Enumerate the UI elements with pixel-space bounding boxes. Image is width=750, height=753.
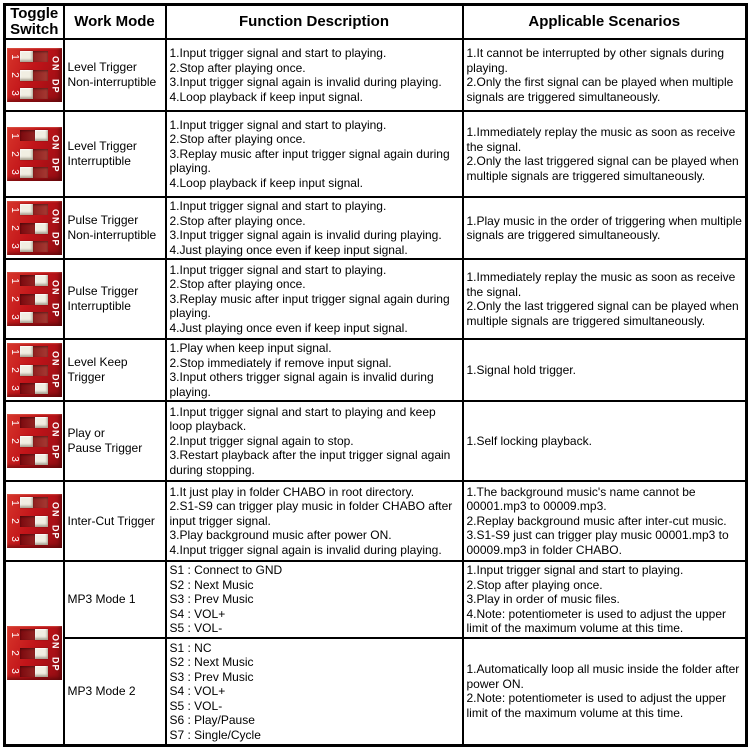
work-mode-cell xyxy=(64,39,166,111)
scenario-line: 3.S1-S9 just can trigger play music 00001.mp3 to 00009.mp3 in folder CHABO. xyxy=(466,528,729,557)
dip-toggle-handle xyxy=(20,312,33,323)
dip-on-dp-labels xyxy=(49,417,61,465)
scenario-line: 1.The background music's name cannot be 00001.mp3 to 00009.mp3. xyxy=(466,484,696,514)
dip-toggle-track xyxy=(20,629,48,640)
dip-dp-label: DP xyxy=(50,656,61,672)
work-mode-label: Level Trigger xyxy=(67,60,137,74)
toggle-switch-cell xyxy=(5,111,64,197)
dip-dp-label: DP xyxy=(50,524,61,540)
toggle-switch-cell xyxy=(5,339,64,401)
toggle-switch-cell xyxy=(5,481,64,561)
scenario-line: 2.Replay background music after inter-cut music. xyxy=(466,513,727,528)
function-line: 3.Input trigger signal again is invalid during playing. xyxy=(169,75,442,89)
toggle-switch-cell xyxy=(5,561,64,746)
column-header-function-description: Function Description xyxy=(166,5,463,40)
work-mode-label: Inter-Cut Trigger xyxy=(67,513,155,528)
function-line: 4.Input trigger signal again is invalid during playing. xyxy=(169,542,442,557)
column-header-applicable-scenarios: Applicable Scenarios xyxy=(463,5,747,40)
dip-dp-label: DP xyxy=(50,231,61,247)
scenario-line: 1.Input trigger signal and start to playing. xyxy=(466,563,684,577)
dip-toggle-handle xyxy=(20,70,33,81)
dip-toggle-handle xyxy=(35,417,48,428)
dip-pin-label: 3 xyxy=(8,536,20,542)
dip-on-dp-labels xyxy=(49,130,61,178)
scenario-cell xyxy=(463,197,747,259)
scenario-cell xyxy=(463,481,747,561)
dip-on-label: ON xyxy=(50,351,61,367)
dip-switch xyxy=(7,494,62,548)
dip-pin-label: 2 xyxy=(8,72,20,78)
dip-pin-labels xyxy=(9,417,19,465)
dip-toggle-track xyxy=(20,346,48,357)
function-line: 4.Just playing once even if keep input signal. xyxy=(169,320,408,335)
function-line: S1 : Connect to GND xyxy=(169,563,283,577)
toggle-switch-cell xyxy=(5,401,64,481)
function-cell xyxy=(166,39,463,111)
function-line: 3.Input others trigger signal again is invalid during playing. xyxy=(169,370,434,399)
dip-on-dp-labels xyxy=(49,629,61,677)
dip-toggle-handle xyxy=(35,648,48,659)
function-line: 3.Input trigger signal again is invalid during playing. xyxy=(169,228,442,242)
function-line: S6 : Play/Pause xyxy=(169,713,255,727)
dip-toggle-track xyxy=(20,312,48,323)
work-mode-label: MP3 Mode 2 xyxy=(67,683,136,698)
dip-toggle-track xyxy=(20,70,48,81)
scenario-cell xyxy=(463,259,747,339)
scenario-line: 1.Immediately replay the music as soon as receive the signal. xyxy=(466,125,736,154)
function-line: 2.Stop after playing once. xyxy=(169,277,306,292)
function-cell xyxy=(166,259,463,339)
scenario-line: 1.It cannot be interrupted by other signals during playing. xyxy=(466,46,724,75)
dip-toggle-handle xyxy=(35,223,48,234)
table-row xyxy=(5,638,747,746)
dip-pin-label: 3 xyxy=(8,385,20,391)
scenario-cell xyxy=(463,339,747,401)
dip-on-dp-labels xyxy=(49,497,61,545)
dip-on-label: ON xyxy=(50,280,61,296)
work-mode-label: Level Trigger xyxy=(67,139,137,153)
dip-on-label: ON xyxy=(50,502,61,518)
scenario-cell xyxy=(463,111,747,197)
table-body xyxy=(5,39,747,746)
dip-pin-label: 3 xyxy=(8,456,20,462)
work-mode-label: Interruptible xyxy=(67,299,131,313)
function-line: 4.Loop playback if keep input signal. xyxy=(169,89,363,104)
dip-switch xyxy=(7,48,62,102)
work-mode-label: Pause Trigger xyxy=(67,441,143,455)
dip-switch xyxy=(7,201,62,255)
scenario-line: 1.Self locking playback. xyxy=(466,433,592,448)
function-line: 1.Play when keep input signal. xyxy=(169,341,332,355)
dip-on-label: ON xyxy=(50,209,61,225)
dip-toggle-track xyxy=(20,534,48,545)
dip-toggle-track xyxy=(20,275,48,286)
function-cell xyxy=(166,638,463,746)
work-mode-label: Pulse Trigger xyxy=(67,284,139,298)
dip-toggle-handle xyxy=(20,497,33,508)
dip-toggle-handle xyxy=(20,204,33,215)
dip-pin-label: 1 xyxy=(8,207,20,213)
dip-toggle-track xyxy=(20,167,48,178)
scenario-line: 1.Immediately replay the music as soon as receive the signal. xyxy=(466,270,736,299)
work-mode-label: Level Keep xyxy=(67,355,128,369)
dip-toggle-handle xyxy=(35,454,48,465)
dip-pin-label: 1 xyxy=(8,54,20,60)
dip-toggle-handle xyxy=(20,149,33,160)
work-mode-label: Non-interruptible xyxy=(67,228,157,242)
dip-toggle-column xyxy=(19,275,49,323)
work-mode-label: Trigger xyxy=(67,370,106,384)
work-mode-cell xyxy=(64,259,166,339)
dip-pin-label: 1 xyxy=(8,500,20,506)
dip-pin-labels xyxy=(9,51,19,99)
dip-on-label: ON xyxy=(50,135,61,151)
dip-pin-labels xyxy=(9,346,19,394)
dip-pin-label: 1 xyxy=(8,420,20,426)
dip-pin-labels xyxy=(9,130,19,178)
table-row xyxy=(5,197,747,259)
dip-toggle-handle xyxy=(35,383,48,394)
dip-pin-label: 3 xyxy=(8,243,20,249)
dip-dp-label: DP xyxy=(50,157,61,173)
table-row xyxy=(5,481,747,561)
function-line: 3.Play background music after power ON. xyxy=(169,528,392,543)
dip-toggle-track xyxy=(20,51,48,62)
dip-switch xyxy=(7,272,62,326)
function-line: 3.Restart playback after the input trigger signal again during stopping. xyxy=(169,448,451,477)
toggle-switch-cell xyxy=(5,259,64,339)
function-cell xyxy=(166,561,463,638)
scenario-line: 1.Play music in the order of triggering when multiple signals are triggered simultaneously. xyxy=(466,213,742,242)
table-row xyxy=(5,561,747,638)
dip-toggle-column xyxy=(19,130,49,178)
dip-pin-label: 1 xyxy=(8,349,20,355)
table-row xyxy=(5,401,747,481)
dip-toggle-track xyxy=(20,648,48,659)
function-cell xyxy=(166,197,463,259)
scenario-line: 1.Signal hold trigger. xyxy=(466,362,576,377)
dip-toggle-column xyxy=(19,51,49,99)
work-mode-label: MP3 Mode 1 xyxy=(67,591,136,606)
function-line: 4.Just playing once even if keep input signal. xyxy=(169,242,408,257)
function-cell xyxy=(166,111,463,197)
dip-toggle-column xyxy=(19,629,49,677)
dip-toggle-track xyxy=(20,497,48,508)
scenario-line: 1.Automatically loop all music inside the folder after power ON. xyxy=(466,662,740,691)
function-line: 4.Loop playback if keep input signal. xyxy=(169,175,363,190)
dip-toggle-handle xyxy=(35,629,48,640)
toggle-switch-cell xyxy=(5,197,64,259)
work-mode-cell xyxy=(64,561,166,638)
work-mode-cell xyxy=(64,481,166,561)
dip-on-dp-labels xyxy=(49,51,61,99)
dip-toggle-handle xyxy=(35,666,48,677)
dip-toggle-track xyxy=(20,666,48,677)
dip-pin-labels xyxy=(9,204,19,252)
dip-dp-label: DP xyxy=(50,78,61,94)
dip-pin-label: 3 xyxy=(8,169,20,175)
function-line: S1 : NC xyxy=(169,640,212,655)
dip-toggle-track xyxy=(20,365,48,376)
dip-switch xyxy=(7,343,62,397)
dip-toggle-handle xyxy=(35,275,48,286)
function-line: S4 : VOL+ xyxy=(169,606,226,621)
dip-pin-label: 3 xyxy=(8,668,20,674)
function-line: 1.It just play in folder CHABO in root directory. xyxy=(169,484,415,499)
dip-pin-labels xyxy=(9,497,19,545)
function-line: 2.Input trigger signal again to stop. xyxy=(169,433,354,448)
table-row xyxy=(5,259,747,339)
table-row xyxy=(5,339,747,401)
dip-switch xyxy=(7,626,62,680)
dip-pin-label: 2 xyxy=(8,367,20,373)
function-line: 2.Stop after playing once. xyxy=(169,132,306,147)
scenario-line: 2.Only the first signal can be played when multiple signals are triggered simultaneously. xyxy=(466,75,734,104)
dip-toggle-handle xyxy=(35,130,48,141)
dip-switch xyxy=(7,414,62,468)
dip-toggle-track xyxy=(20,454,48,465)
work-mode-cell xyxy=(64,197,166,259)
scenario-cell xyxy=(463,638,747,746)
dip-switch xyxy=(7,127,62,181)
dip-on-label: ON xyxy=(50,422,61,438)
dip-pin-labels xyxy=(9,275,19,323)
dip-dp-label: DP xyxy=(50,302,61,318)
function-line: 1.Input trigger signal and start to playing. xyxy=(169,199,387,213)
dip-toggle-handle xyxy=(20,51,33,62)
dip-on-dp-labels xyxy=(49,346,61,394)
scenario-line: 2.Note: potentiometer is used to adjust the upper limit of the maximum volume at this time. xyxy=(466,691,726,720)
function-line: S5 : VOL- xyxy=(169,698,223,713)
dip-toggle-handle xyxy=(35,516,48,527)
dip-toggle-handle xyxy=(20,365,33,376)
dip-toggle-handle xyxy=(20,241,33,252)
dip-toggle-track xyxy=(20,204,48,215)
dip-toggle-handle xyxy=(20,88,33,99)
dip-pin-label: 3 xyxy=(8,314,20,320)
dip-toggle-column xyxy=(19,346,49,394)
dip-toggle-column xyxy=(19,497,49,545)
dip-pin-label: 1 xyxy=(8,278,20,284)
dip-toggle-handle xyxy=(35,294,48,305)
dip-pin-label: 2 xyxy=(8,151,20,157)
function-line: S2 : Next Music xyxy=(169,577,254,592)
dip-toggle-handle xyxy=(20,167,33,178)
function-line: 1.Input trigger signal and start to playing and keep loop playback. xyxy=(169,404,436,434)
dip-pin-label: 1 xyxy=(8,133,20,139)
function-line: S5 : VOL- xyxy=(169,621,223,635)
dip-toggle-track xyxy=(20,241,48,252)
work-mode-cell xyxy=(64,638,166,746)
function-line: 2.S1-S9 can trigger play music in folder CHABO after input trigger signal. xyxy=(169,499,453,528)
dip-pin-label: 1 xyxy=(8,632,20,638)
dip-toggle-track xyxy=(20,88,48,99)
dip-pin-label: 2 xyxy=(8,518,20,524)
column-header-work-mode: Work Mode xyxy=(64,5,166,40)
scenario-line: 3.Play in order of music files. xyxy=(466,592,620,606)
dip-pin-label: 2 xyxy=(8,650,20,656)
function-line: 1.Input trigger signal and start to playing. xyxy=(169,46,387,60)
work-mode-label: Non-interruptible xyxy=(67,75,157,89)
scenario-cell xyxy=(463,561,747,638)
dip-toggle-track xyxy=(20,149,48,160)
scenario-line: 4.Note: potentiometer is used to adjust the upper limit of the maximum volume at this time. xyxy=(466,606,726,635)
dip-toggle-track xyxy=(20,516,48,527)
function-line: 3.Replay music after input trigger signal again during playing. xyxy=(169,146,450,176)
function-line: 3.Replay music after input trigger signal again during playing. xyxy=(169,291,450,321)
table-row xyxy=(5,111,747,197)
dip-on-dp-labels xyxy=(49,275,61,323)
dip-toggle-handle xyxy=(20,346,33,357)
dip-toggle-handle xyxy=(35,534,48,545)
function-cell xyxy=(166,339,463,401)
scenario-line: 2.Stop after playing once. xyxy=(466,577,603,592)
scenario-cell xyxy=(463,39,747,111)
function-line: S7 : Single/Cycle xyxy=(169,727,261,742)
dip-pin-label: 2 xyxy=(8,438,20,444)
function-line: 2.Stop after playing once. xyxy=(169,60,306,75)
dip-on-dp-labels xyxy=(49,204,61,252)
function-cell xyxy=(166,481,463,561)
scenario-line: 2.Only the last triggered signal can be played when multiple signals are triggered simultaneously. xyxy=(466,299,739,328)
function-line: 1.Input trigger signal and start to playing. xyxy=(169,117,387,132)
dip-on-label: ON xyxy=(50,56,61,72)
dip-pin-labels xyxy=(9,629,19,677)
dip-toggle-track xyxy=(20,294,48,305)
dip-dp-label: DP xyxy=(50,444,61,460)
header-row xyxy=(5,5,747,40)
function-line: S3 : Prev Music xyxy=(169,669,254,684)
function-line: S4 : VOL+ xyxy=(169,684,226,698)
work-mode-cell xyxy=(64,401,166,481)
function-line: 2.Stop immediately if remove input signal. xyxy=(169,355,392,370)
dip-toggle-track xyxy=(20,223,48,234)
dip-pin-label: 2 xyxy=(8,225,20,231)
work-mode-label: Play or xyxy=(67,426,105,440)
dip-toggle-handle xyxy=(20,436,33,447)
function-line: S3 : Prev Music xyxy=(169,592,254,606)
dip-pin-label: 3 xyxy=(8,90,20,96)
function-cell xyxy=(166,401,463,481)
work-mode-cell xyxy=(64,111,166,197)
dip-pin-label: 2 xyxy=(8,296,20,302)
work-mode-label: Pulse Trigger xyxy=(67,213,139,227)
function-line: 2.Stop after playing once. xyxy=(169,213,306,228)
column-header-toggle-switch: Toggle Switch xyxy=(5,5,64,40)
dip-dp-label: DP xyxy=(50,373,61,389)
dip-toggle-track xyxy=(20,130,48,141)
dip-toggle-track xyxy=(20,383,48,394)
toggle-switch-cell xyxy=(5,39,64,111)
function-line: S2 : Next Music xyxy=(169,655,254,669)
scenario-line: 2.Only the last triggered signal can be played when multiple signals are triggered simultaneously. xyxy=(466,154,739,183)
work-mode-label: Interruptible xyxy=(67,154,131,168)
dip-toggle-column xyxy=(19,204,49,252)
function-line: 1.Input trigger signal and start to playing. xyxy=(169,262,387,277)
table-row xyxy=(5,39,747,111)
dip-toggle-track xyxy=(20,436,48,447)
dip-on-label: ON xyxy=(50,634,61,650)
work-mode-table xyxy=(3,3,748,747)
dip-toggle-track xyxy=(20,417,48,428)
scenario-cell xyxy=(463,401,747,481)
dip-toggle-column xyxy=(19,417,49,465)
work-mode-cell xyxy=(64,339,166,401)
